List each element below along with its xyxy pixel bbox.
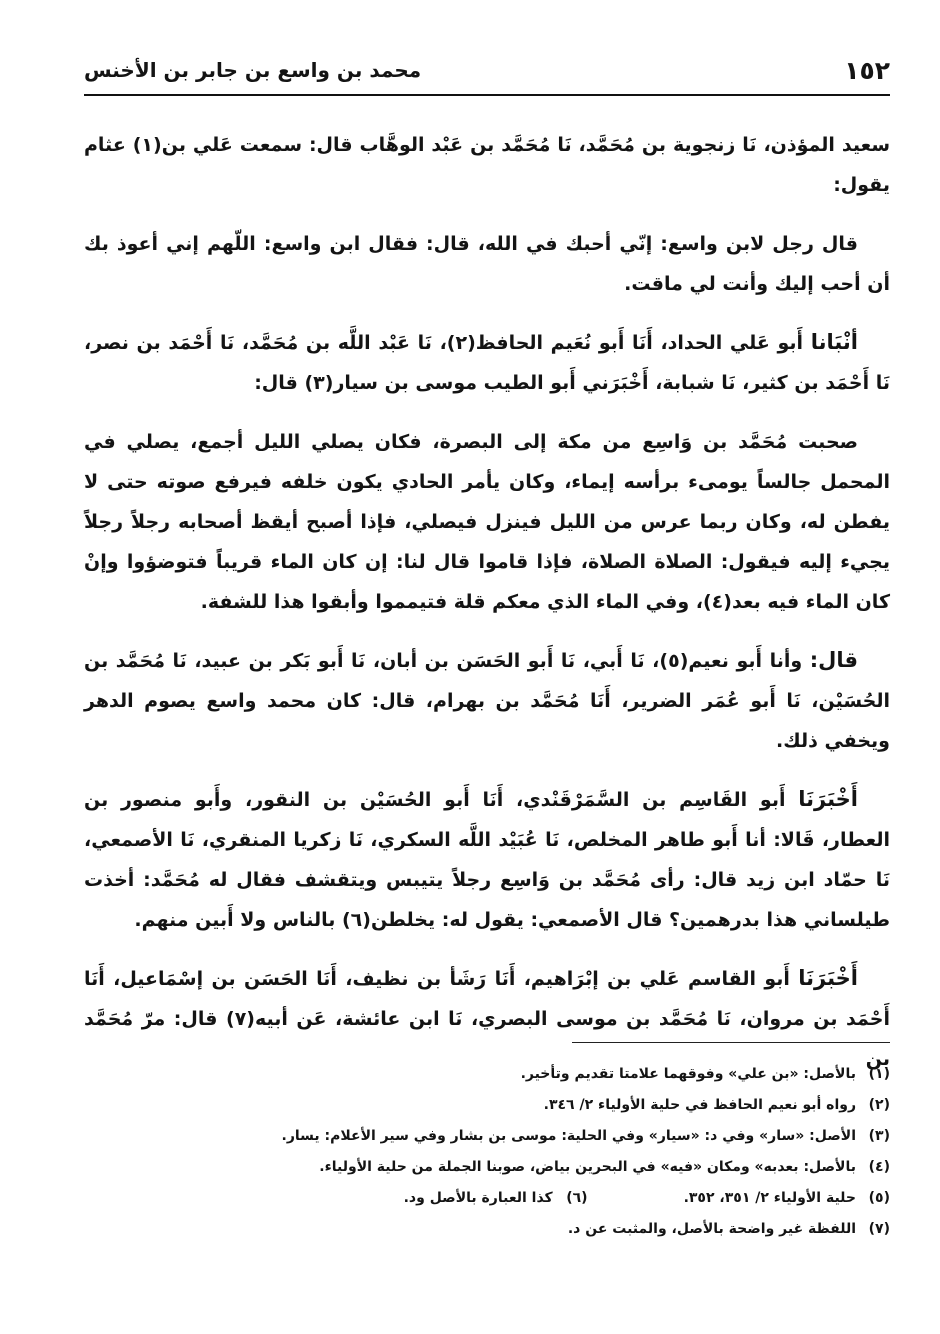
- running-title: محمد بن واسع بن جابر بن الأخنس: [84, 58, 422, 82]
- running-header: [84, 52, 890, 96]
- footnote-text: رواه أبو نعيم الحافظ في حلية الأولياء ٢/ ٣٤٦.: [543, 1097, 856, 1113]
- paragraph-text: سعيد المؤذن، نَا زنجوية بن مُحَمَّد، نَا مُحَمَّد بن عَبْد الوهَّاب قال: سمعت عَلي بن(١) عثام يقول:: [84, 134, 891, 196]
- footnote-number: (٤): [868, 1159, 890, 1175]
- footnote-number: (١): [868, 1066, 890, 1082]
- footnote: [84, 1090, 890, 1121]
- footnote: [84, 1152, 890, 1183]
- footnote-number: (٢): [868, 1097, 890, 1113]
- paragraph-text: قال رجل لابن واسع: إنّي أحبك في الله، قال: فقال ابن واسع: اللّهم إني أعوذ بك أن أحب إليك وأنت لي ماقت.: [84, 233, 890, 295]
- footnote-number: (٥): [868, 1190, 890, 1206]
- paragraph-lead: أَخْبَرَنَا: [798, 966, 858, 990]
- paragraph: [84, 322, 890, 403]
- footnote-number: (٣): [868, 1128, 890, 1144]
- footnote-text: حلية الأولياء ٢/ ٣٥١، ٣٥٢.: [683, 1190, 856, 1206]
- paragraph-text: أَبو القَاسِم بن السَّمَرْقَنْدي، أَنَا أَبو الحُسَيْن بن النقور، وأَبو منصور بن العطار، قَالا: أنا أَبو طاهر المخلص، نَا عُبَيْد اللَّه السكري، نَا زكريا المنقري، نَا الأصمعي، نَا حمّاد ابن زيد قال: رأى مُحَمَّد بن وَاسِع رجلاً يتيبس ويتقشف فقال له مُحَمَّد: أخذت طيلساني هذا بدرهمين؟ قال الأصمعي: يقول له: يخلطن(٦) بالناس ولا أَبين منهم.: [84, 789, 890, 931]
- paragraph-text: أَبو القاسم عَلي بن إبْرَاهيم، أَنَا رَشَأ بن نظيف، أَنَا الحَسَن بن إسْمَاعيل، أَنَا أَحْمَد بن مروان، نَا مُحَمَّد بن موسى البصري، نَا ابن عائشة، عَن أبيه(٧) قال: مرّ مُحَمَّد بن: [84, 968, 890, 1070]
- footnotes: [84, 1042, 890, 1245]
- paragraph: [84, 640, 890, 761]
- paragraph-text: أَبو عَلي الحداد، أَنَا أَبو نُعَيم الحافظ(٢)، نَا عَبْد اللَّه بن مُحَمَّد، نَا أَحْمَد بن نصر، نَا أَحْمَد بن كثير، نَا شبابة، أَخْبَرَني أَبو الطيب موسى بن سيار(٣) قال:: [84, 332, 890, 394]
- main-text: [84, 124, 890, 1097]
- footnote: [84, 1059, 890, 1090]
- footnote: [84, 1183, 890, 1214]
- footnote-text: بالأصل: «بن علي» وفوقهما علامتا تقديم وتأخير.: [520, 1066, 856, 1082]
- page-number: ١٥٢: [844, 56, 890, 85]
- footnote-text: كذا العبارة بالأصل ود.: [403, 1190, 553, 1206]
- paragraph: [84, 421, 890, 622]
- paragraph-text: صحبت مُحَمَّد بن وَاسِع من مكة إلى البصرة، فكان يصلي الليل أجمع، يصلي في المحمل جالساً يومىء برأسه إيماء، وكان يأمر الحادي يكون خلفه فيرفع صوته حتى لا يفطن له، وكان ربما عرس من الليل فينزل فيصلي، فإذا أصبح أيقظ أصحابه رجلاً رجلاً يجيء إليه فيقول: الصلاة الصلاة، فإذا قاموا قال لنا: إن كان الماء قريباً فتوضؤوا وإنْ كان الماء فيه بعد(٤)، وفي الماء الذي معكم قلة فتيمموا وأبقوا هذا للشفة.: [84, 431, 890, 613]
- paragraph-text: وأنا أَبو نعيم(٥)، نَا أَبي، نَا أَبو الحَسَن بن أبان، نَا أَبو بَكر بن عبيد، نَا مُحَمَّد بن الحُسَيْن، نَا أَبو عُمَر الضرير، أَنَا مُحَمَّد بن بهرام، قال: كان محمد واسع يصوم الدهر ويخفي ذلك.: [84, 650, 890, 752]
- footnote-number: (٧): [868, 1221, 890, 1237]
- footnote: [84, 1214, 890, 1245]
- footnote-text: الأصل: «سار» وفي د: «سيار» وفي الحلية: موسى بن بشار وفي سير الأعلام: يسار.: [281, 1128, 856, 1144]
- footnote: [84, 1121, 890, 1152]
- footnote-text: بالأصل: بعدبه» ومكان «فيه» في البحرين بياض، صوبنا الجملة من حلية الأولياء.: [319, 1159, 856, 1175]
- paragraph-lead: قال:: [809, 648, 858, 672]
- footnote-text: اللفظة غير واضحة بالأصل، والمثبت عن د.: [567, 1221, 856, 1237]
- footnote-inline: [404, 1183, 588, 1214]
- footnote-number: (٦): [566, 1190, 588, 1206]
- footnote-divider: [572, 1042, 890, 1043]
- paragraph-lead: أنْبَانا: [810, 330, 858, 354]
- paragraph: [84, 779, 890, 940]
- paragraph: [84, 223, 890, 304]
- paragraph: [84, 124, 890, 205]
- paragraph-lead: أَخْبَرَنَا: [798, 787, 858, 811]
